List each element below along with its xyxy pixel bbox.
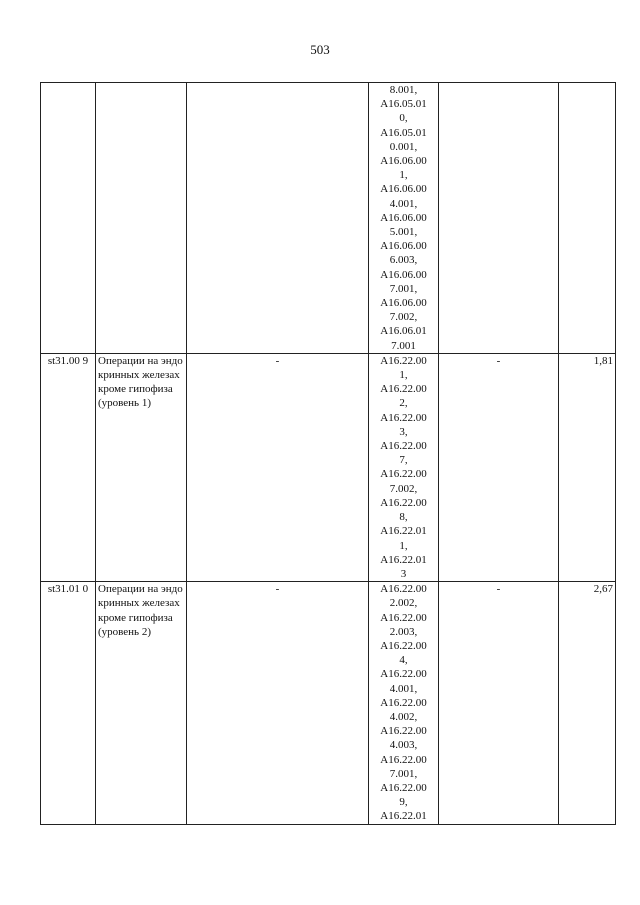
- ksg-name-cell: Операции на эндокринных железах кроме гипофиза (уровень 1): [96, 353, 187, 581]
- tariff-table: [40, 82, 616, 825]
- ksg-code-cell: st31.00 9: [41, 353, 96, 581]
- table-row: [41, 582, 616, 824]
- ksg-code-cell: st31.01 0: [41, 582, 96, 824]
- diagnosis-cell: -: [187, 582, 369, 824]
- table-row: [41, 353, 616, 581]
- coefficient-cell: 1,81: [559, 353, 616, 581]
- other-criterion-cell: -: [439, 582, 559, 824]
- ksg-code-cell: [41, 83, 96, 354]
- diagnosis-cell: -: [187, 353, 369, 581]
- service-codes-cell: A16.22.00 2.002, A16.22.00 2.003, A16.22.00 4, A16.22.00 4.001, A16.22.00 4.002, A16.22.00 4.003, A16.22.00 7.001, A16.22.00 9, A16.22.01: [369, 582, 439, 824]
- other-criterion-cell: [439, 83, 559, 354]
- coefficient-cell: [559, 83, 616, 354]
- ksg-name-cell: [96, 83, 187, 354]
- service-codes-cell: 8.001, A16.05.01 0, A16.05.01 0.001, A16.06.00 1, A16.06.00 4.001, A16.06.00 5.001, A16.06.00 6.003, A16.06.00 7.001, A16.06.00 7.002, A16.06.01 7.001: [369, 83, 439, 354]
- other-criterion-cell: -: [439, 353, 559, 581]
- coefficient-cell: 2,67: [559, 582, 616, 824]
- ksg-name-cell: Операции на эндокринных железах кроме гипофиза (уровень 2): [96, 582, 187, 824]
- diagnosis-cell: [187, 83, 369, 354]
- service-codes-cell: A16.22.00 1, A16.22.00 2, A16.22.00 3, A16.22.00 7, A16.22.00 7.002, A16.22.00 8, A16.22.01 1, A16.22.01 3: [369, 353, 439, 581]
- page-number: 503: [310, 42, 330, 57]
- table-row: [41, 83, 616, 354]
